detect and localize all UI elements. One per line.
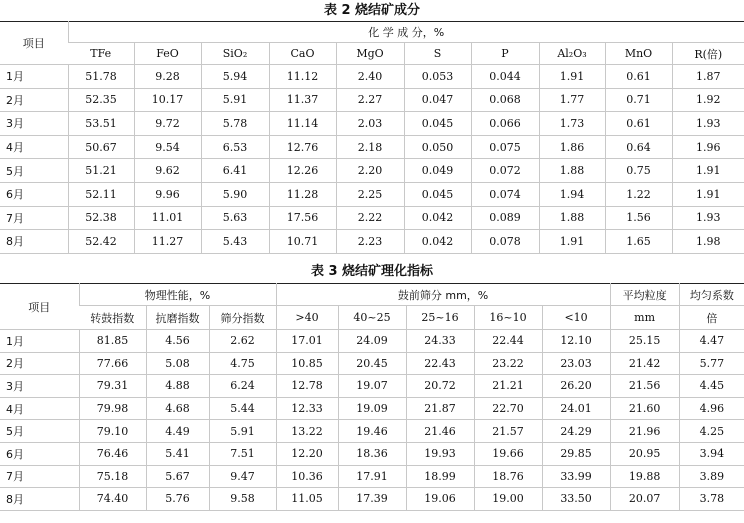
table-cell: 20.45 <box>338 352 406 375</box>
table-cell: 24.01 <box>542 397 610 420</box>
table-cell: 1.88 <box>539 206 605 230</box>
table-cell: 2.22 <box>336 206 404 230</box>
table-cell: 2.20 <box>336 159 404 183</box>
table-cell: 13.22 <box>276 420 338 443</box>
table-cell: 20.07 <box>610 488 679 511</box>
table-cell: 11.05 <box>276 488 338 511</box>
table-cell: 4.45 <box>679 375 744 398</box>
table-cell: 17.01 <box>276 330 338 353</box>
table-cell: 18.99 <box>406 465 474 488</box>
table-cell: 11.01 <box>134 206 201 230</box>
table2-column-header: P <box>471 43 539 65</box>
table-cell: 33.50 <box>542 488 610 511</box>
table-cell: 10.36 <box>276 465 338 488</box>
table-cell: 1.92 <box>672 88 744 112</box>
table-row <box>0 465 744 488</box>
table-cell: 2.03 <box>336 112 404 136</box>
table-cell: 1.93 <box>672 112 744 136</box>
table-cell: 26.20 <box>542 375 610 398</box>
table-cell: 9.72 <box>134 112 201 136</box>
table-cell: 19.07 <box>338 375 406 398</box>
table-cell: 4.47 <box>679 330 744 353</box>
table-cell: 24.33 <box>406 330 474 353</box>
table-cell: 75.18 <box>79 465 146 488</box>
table-cell: 0.089 <box>471 206 539 230</box>
row-label: 8月 <box>0 230 68 254</box>
table-cell: 50.67 <box>68 135 134 159</box>
table2-caption: 表 2 烧结矿成分 <box>323 3 421 18</box>
table2-column-header: SiO₂ <box>201 43 269 65</box>
table-cell: 4.88 <box>146 375 209 398</box>
table2-group-header: 化 学 成 分，% <box>68 22 744 43</box>
table-cell: 21.87 <box>406 397 474 420</box>
table3-physical-column-header: 筛分指数 <box>209 306 276 330</box>
table-cell: 5.90 <box>201 182 269 206</box>
table-cell: 1.77 <box>539 88 605 112</box>
table-cell: 0.61 <box>605 65 672 89</box>
table-row <box>0 330 744 353</box>
table-cell: 11.14 <box>269 112 336 136</box>
table-row <box>0 230 744 254</box>
table3-sieve-column-header: >40 <box>276 306 338 330</box>
table3-avg-size-header: 平均粒度 <box>610 284 679 306</box>
table-cell: 2.62 <box>209 330 276 353</box>
table-cell: 10.71 <box>269 230 336 254</box>
table2-item-header: 项目 <box>0 22 68 65</box>
table-cell: 5.78 <box>201 112 269 136</box>
table-cell: 0.045 <box>404 112 471 136</box>
table-row <box>0 135 744 159</box>
table-cell: 5.91 <box>209 420 276 443</box>
table2-column-header: MgO <box>336 43 404 65</box>
table-cell: 5.08 <box>146 352 209 375</box>
table-row <box>0 65 744 89</box>
row-label: 8月 <box>0 488 79 511</box>
table-cell: 0.042 <box>404 206 471 230</box>
table-cell: 6.24 <box>209 375 276 398</box>
table-cell: 79.98 <box>79 397 146 420</box>
table-cell: 12.76 <box>269 135 336 159</box>
table-cell: 79.10 <box>79 420 146 443</box>
table3-physicochemical-indices <box>0 283 744 511</box>
table-cell: 9.28 <box>134 65 201 89</box>
table-cell: 0.047 <box>404 88 471 112</box>
table-cell: 52.38 <box>68 206 134 230</box>
table2-column-header: R(倍) <box>672 43 744 65</box>
table-row <box>0 112 744 136</box>
table-cell: 1.98 <box>672 230 744 254</box>
table-cell: 0.050 <box>404 135 471 159</box>
table3-uniformity-header: 均匀系数 <box>679 284 744 306</box>
table-row <box>0 397 744 420</box>
table-cell: 25.15 <box>610 330 679 353</box>
row-label: 1月 <box>0 65 68 89</box>
row-label: 6月 <box>0 442 79 465</box>
table-cell: 12.78 <box>276 375 338 398</box>
row-label: 6月 <box>0 182 68 206</box>
table-cell: 51.21 <box>68 159 134 183</box>
table-cell: 6.53 <box>201 135 269 159</box>
table-cell: 17.39 <box>338 488 406 511</box>
table-cell: 18.36 <box>338 442 406 465</box>
table2-column-header: MnO <box>605 43 672 65</box>
table-cell: 2.23 <box>336 230 404 254</box>
table-cell: 1.93 <box>672 206 744 230</box>
row-label: 3月 <box>0 112 68 136</box>
table-cell: 19.09 <box>338 397 406 420</box>
table-cell: 21.60 <box>610 397 679 420</box>
row-label: 4月 <box>0 135 68 159</box>
table-cell: 4.25 <box>679 420 744 443</box>
table-row <box>0 206 744 230</box>
table3-avg-size-unit: mm <box>610 306 679 330</box>
table-cell: 1.91 <box>672 159 744 183</box>
table-cell: 5.77 <box>679 352 744 375</box>
table-cell: 0.045 <box>404 182 471 206</box>
table-cell: 5.76 <box>146 488 209 511</box>
table-cell: 79.31 <box>79 375 146 398</box>
table-cell: 1.73 <box>539 112 605 136</box>
table2-column-header: Al₂O₃ <box>539 43 605 65</box>
table-cell: 21.46 <box>406 420 474 443</box>
table-cell: 81.85 <box>79 330 146 353</box>
table3-physical-group-header: 物理性能，% <box>79 284 276 306</box>
table-cell: 19.00 <box>474 488 542 511</box>
row-label: 1月 <box>0 330 79 353</box>
table-cell: 0.61 <box>605 112 672 136</box>
table-cell: 51.78 <box>68 65 134 89</box>
table-cell: 52.35 <box>68 88 134 112</box>
table-cell: 1.87 <box>672 65 744 89</box>
table-cell: 22.70 <box>474 397 542 420</box>
table-cell: 21.21 <box>474 375 542 398</box>
table-cell: 5.63 <box>201 206 269 230</box>
table3-uniformity-unit: 倍 <box>679 306 744 330</box>
table-cell: 2.40 <box>336 65 404 89</box>
table-cell: 5.44 <box>209 397 276 420</box>
table-cell: 3.94 <box>679 442 744 465</box>
table-row <box>0 182 744 206</box>
table2-column-header: CaO <box>269 43 336 65</box>
table-cell: 52.42 <box>68 230 134 254</box>
table-cell: 10.85 <box>276 352 338 375</box>
table-cell: 0.042 <box>404 230 471 254</box>
table-cell: 4.96 <box>679 397 744 420</box>
row-label: 7月 <box>0 206 68 230</box>
table-cell: 12.33 <box>276 397 338 420</box>
table-cell: 12.10 <box>542 330 610 353</box>
table-cell: 19.06 <box>406 488 474 511</box>
table-cell: 21.96 <box>610 420 679 443</box>
table-cell: 3.89 <box>679 465 744 488</box>
table-cell: 9.96 <box>134 182 201 206</box>
table-row <box>0 88 744 112</box>
table-cell: 17.56 <box>269 206 336 230</box>
table-cell: 9.54 <box>134 135 201 159</box>
row-label: 5月 <box>0 420 79 443</box>
table-cell: 23.22 <box>474 352 542 375</box>
table-cell: 0.044 <box>471 65 539 89</box>
table-cell: 23.03 <box>542 352 610 375</box>
table-cell: 74.40 <box>79 488 146 511</box>
table-row <box>0 442 744 465</box>
row-label: 2月 <box>0 352 79 375</box>
table-cell: 1.56 <box>605 206 672 230</box>
table-cell: 9.47 <box>209 465 276 488</box>
table2-column-header: FeO <box>134 43 201 65</box>
table-cell: 12.20 <box>276 442 338 465</box>
table-row <box>0 420 744 443</box>
table-cell: 0.072 <box>471 159 539 183</box>
table-cell: 4.68 <box>146 397 209 420</box>
table2-chemical-composition <box>0 21 744 254</box>
table-cell: 5.67 <box>146 465 209 488</box>
table-cell: 6.41 <box>201 159 269 183</box>
table-cell: 11.37 <box>269 88 336 112</box>
table-row <box>0 375 744 398</box>
table3-sieve-group-header: 鼓前筛分 mm，% <box>276 284 610 306</box>
table-cell: 12.26 <box>269 159 336 183</box>
table2-column-header: S <box>404 43 471 65</box>
table-cell: 3.78 <box>679 488 744 511</box>
table-cell: 0.078 <box>471 230 539 254</box>
table-row <box>0 159 744 183</box>
table-cell: 22.43 <box>406 352 474 375</box>
table-cell: 20.72 <box>406 375 474 398</box>
table-cell: 53.51 <box>68 112 134 136</box>
row-label: 7月 <box>0 465 79 488</box>
table-cell: 19.93 <box>406 442 474 465</box>
table-cell: 29.85 <box>542 442 610 465</box>
table-cell: 0.066 <box>471 112 539 136</box>
table-cell: 2.18 <box>336 135 404 159</box>
table-cell: 22.44 <box>474 330 542 353</box>
table-cell: 20.95 <box>610 442 679 465</box>
table-cell: 0.71 <box>605 88 672 112</box>
row-label: 2月 <box>0 88 68 112</box>
table-cell: 5.91 <box>201 88 269 112</box>
table2-column-header: TFe <box>68 43 134 65</box>
table-cell: 24.29 <box>542 420 610 443</box>
table-cell: 77.66 <box>79 352 146 375</box>
table-cell: 0.053 <box>404 65 471 89</box>
table3-physical-column-header: 抗磨指数 <box>146 306 209 330</box>
table-row <box>0 488 744 511</box>
table-cell: 1.86 <box>539 135 605 159</box>
table3-item-header: 项目 <box>0 284 79 330</box>
table-cell: 0.75 <box>605 159 672 183</box>
table-cell: 1.91 <box>539 65 605 89</box>
table-cell: 9.62 <box>134 159 201 183</box>
table-cell: 1.65 <box>605 230 672 254</box>
table-cell: 24.09 <box>338 330 406 353</box>
table3-column-header-row <box>0 306 744 330</box>
table-cell: 4.56 <box>146 330 209 353</box>
table3-sieve-column-header: <10 <box>542 306 610 330</box>
table-cell: 1.94 <box>539 182 605 206</box>
table3-caption: 表 3 烧结矿理化指标 <box>310 264 434 279</box>
table3-sieve-column-header: 25~16 <box>406 306 474 330</box>
table-cell: 17.91 <box>338 465 406 488</box>
table-cell: 1.22 <box>605 182 672 206</box>
table-cell: 19.46 <box>338 420 406 443</box>
table-cell: 7.51 <box>209 442 276 465</box>
row-label: 5月 <box>0 159 68 183</box>
table-cell: 19.66 <box>474 442 542 465</box>
table3-sieve-column-header: 16~10 <box>474 306 542 330</box>
table-cell: 4.49 <box>146 420 209 443</box>
table-cell: 1.88 <box>539 159 605 183</box>
table-cell: 2.27 <box>336 88 404 112</box>
table-cell: 1.96 <box>672 135 744 159</box>
table-cell: 52.11 <box>68 182 134 206</box>
table-cell: 21.42 <box>610 352 679 375</box>
table-cell: 0.074 <box>471 182 539 206</box>
table2-column-header-row <box>0 43 744 65</box>
table-cell: 18.76 <box>474 465 542 488</box>
row-label: 4月 <box>0 397 79 420</box>
table-cell: 0.075 <box>471 135 539 159</box>
table-cell: 21.56 <box>610 375 679 398</box>
table-cell: 1.91 <box>672 182 744 206</box>
table-row <box>0 352 744 375</box>
table-cell: 11.28 <box>269 182 336 206</box>
table-cell: 0.64 <box>605 135 672 159</box>
table-cell: 1.91 <box>539 230 605 254</box>
table-cell: 9.58 <box>209 488 276 511</box>
table-cell: 4.75 <box>209 352 276 375</box>
table3-sieve-column-header: 40~25 <box>338 306 406 330</box>
table-cell: 0.049 <box>404 159 471 183</box>
table-cell: 0.068 <box>471 88 539 112</box>
table-cell: 33.99 <box>542 465 610 488</box>
table-cell: 5.43 <box>201 230 269 254</box>
table-cell: 11.12 <box>269 65 336 89</box>
table-cell: 5.41 <box>146 442 209 465</box>
table-cell: 76.46 <box>79 442 146 465</box>
table3-physical-column-header: 转鼓指数 <box>79 306 146 330</box>
table-cell: 11.27 <box>134 230 201 254</box>
table-cell: 10.17 <box>134 88 201 112</box>
table-cell: 2.25 <box>336 182 404 206</box>
table-cell: 5.94 <box>201 65 269 89</box>
table-cell: 21.57 <box>474 420 542 443</box>
table-cell: 19.88 <box>610 465 679 488</box>
row-label: 3月 <box>0 375 79 398</box>
